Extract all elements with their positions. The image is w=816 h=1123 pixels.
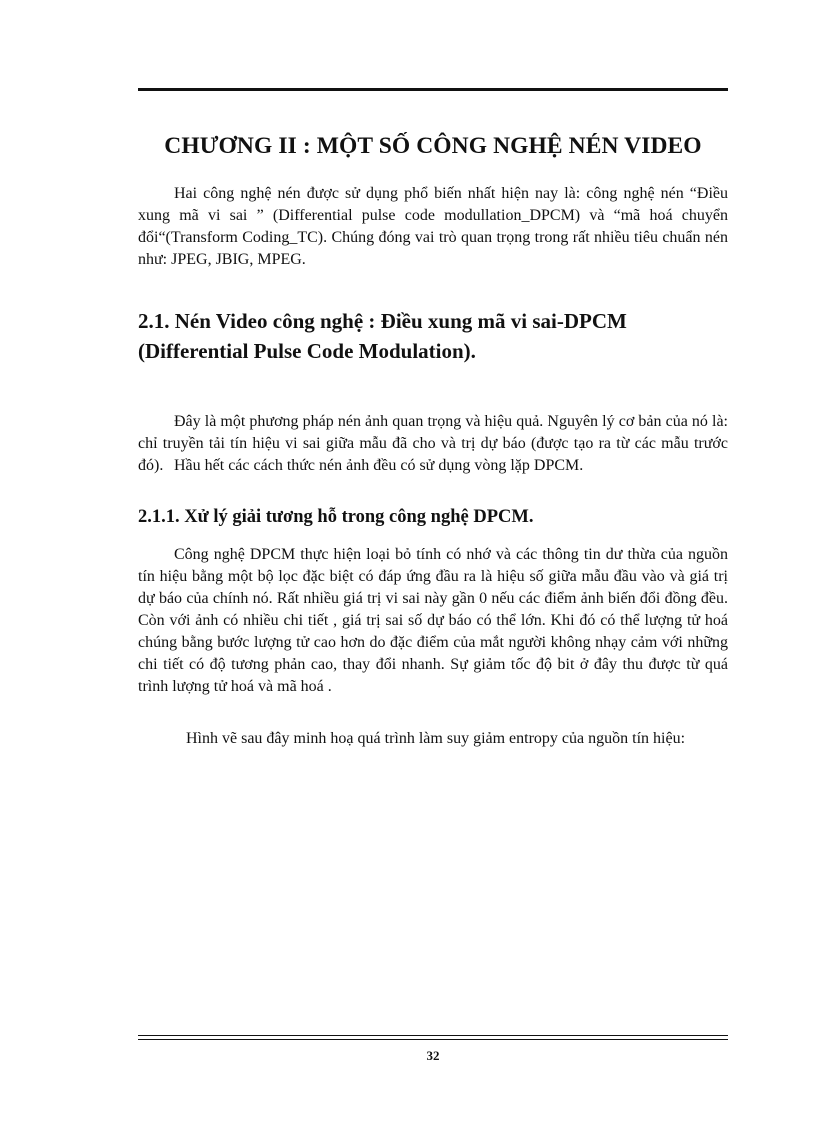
section-2-1-heading-line2: (Differential Pulse Code Modulation). [138, 339, 476, 363]
section-2-1-1-heading: 2.1.1. Xử lý giải tương hỗ trong công nghệ DPCM. [138, 507, 534, 527]
intro-paragraph: Hai công nghệ nén được sử dụng phổ biến nhất hiện nay là: công nghệ nén “Điều xung mã vi sai ” (Differential pulse code modullation_DPCM) và “mã hoá chuyển đổi“(Transform Coding_TC). Chúng đóng vai trò quan trọng trong rất nhiều tiêu chuẩn nén như: JPEG, JBIG, MPEG. [138, 185, 728, 268]
section-2-1-heading-line1: 2.1. Nén Video công nghệ : Điều xung mã vi sai-DPCM [138, 309, 627, 333]
footer-rule-bottom [138, 1039, 728, 1040]
chapter-title: CHƯƠNG II : MỘT SỐ CÔNG NGHỆ NÉN VIDEO [164, 133, 702, 159]
section-2-1-1-paragraph-2: Hình vẽ sau đây minh hoạ quá trình làm suy giảm entropy của nguồn tín hiệu: [186, 730, 686, 747]
header-rule [138, 88, 728, 91]
page-number: 32 [426, 1048, 440, 1063]
section-2-1-paragraph-1: Đây là một phương pháp nén ảnh quan trọng và hiệu quả. Nguyên lý cơ bản của nó là: chỉ truyền tải tín hiệu vi sai giữa mẫu đã cho và trị dự báo (được tạo ra từ các mẫu trước đó). [138, 413, 728, 474]
section-2-1-paragraph-2: Hầu hết các cách thức nén ảnh đều có sử dụng vòng lặp DPCM. [174, 457, 584, 474]
section-2-1-1-paragraph-1: Công nghệ DPCM thực hiện loại bỏ tính có nhớ và các thông tin dư thừa của nguồn tín hiệu bằng một bộ lọc đặc biệt có đáp ứng đầu ra là hiệu số giữa mẫu đầu vào và giá trị dự báo của chính nó. Rất nhiều giá trị vi sai này gần 0 nếu các điểm ảnh biến đổi đồng đều. Còn với ảnh có nhiều chi tiết , giá trị sai số dự báo có thể lớn. Khi đó có thể lượng tử hoá chúng bằng bước lượng tử cao hơn do đặc điểm của mắt người không nhạy cảm với những chi tiết có độ tương phản cao, thay đổi nhanh. Sự giảm tốc độ bit ở đây thu được từ quá trình lượng tử hoá và mã hoá . [138, 546, 728, 695]
footer-rule-top [138, 1035, 728, 1036]
